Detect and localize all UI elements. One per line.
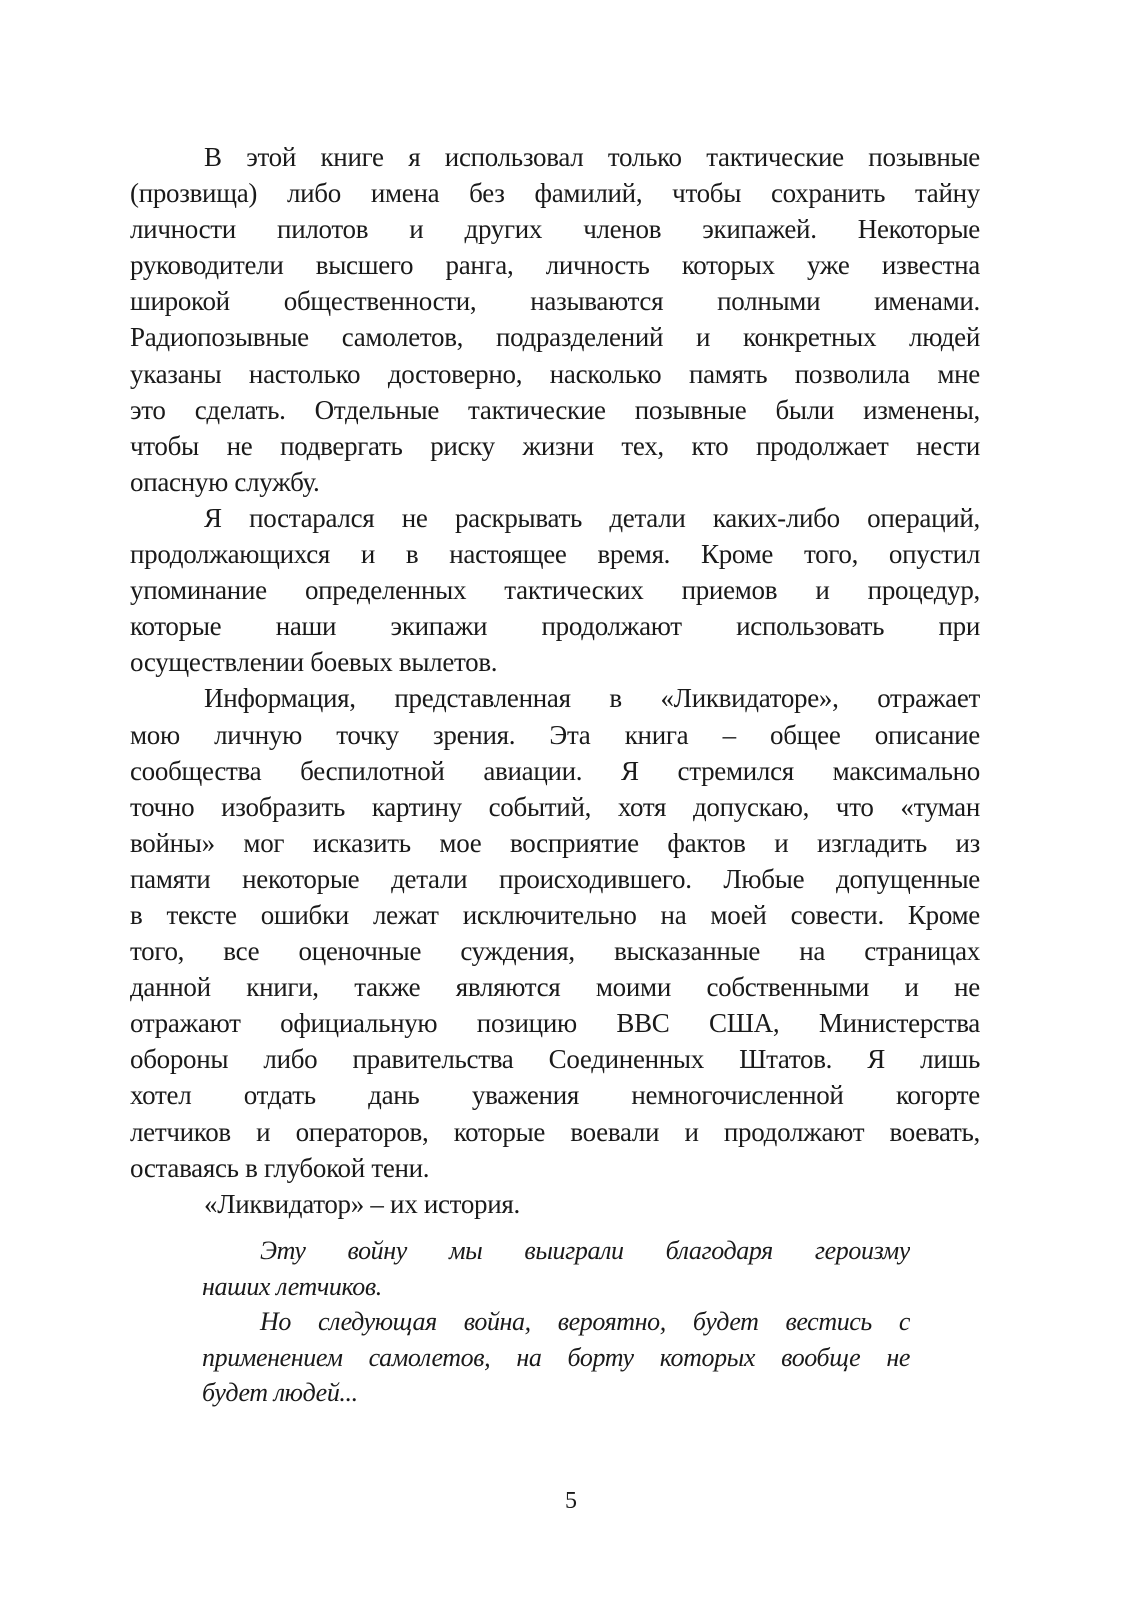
text-line: летчиков и операторов, которые воевали и продолжают воевать, (130, 1116, 980, 1147)
text-line: войны» мог исказить мое восприятие фактов и изгладить из (130, 827, 980, 858)
text-line: отражают официальную позицию ВВС США, Министерства (130, 1008, 980, 1039)
text-line: памяти некоторые детали происходившего. Любые допущенные (130, 863, 980, 894)
paragraph-closing (130, 1186, 980, 1222)
text-line: чтобы не подвергать риску жизни тех, кто продолжает нести (130, 430, 980, 461)
text-line: широкой общественности, называются полными именами. (130, 286, 980, 317)
text-line: хотел отдать дань уважения немногочисленной когорте (130, 1080, 980, 1111)
epigraph-line: применением самолетов, на борту которых вообще не (202, 1342, 910, 1372)
epigraph-line: наших летчиков. (202, 1271, 382, 1301)
text-line: которые наши экипажи продолжают использовать при (130, 611, 980, 642)
text-line: Радиопозывные самолетов, подразделений и конкретных людей (130, 322, 980, 353)
text-line: оставаясь в глубокой тени. (130, 1152, 430, 1183)
text-line: точно изобразить картину событий, хотя допускаю, что «туман (130, 791, 980, 822)
epigraph-line: Эту войну мы выиграли благодаря героизму (260, 1236, 910, 1265)
text-line: это сделать. Отдельные тактические позывные были изменены, (130, 394, 980, 425)
epigraph-quote (202, 1233, 910, 1411)
text-line: Я постарался не раскрывать детали каких-либо операций, (204, 502, 980, 533)
epigraph-line: будет людей... (202, 1378, 358, 1407)
text-line: в тексте ошибки лежат исключительно на моей совести. Кроме (130, 899, 980, 930)
paragraph-callsigns (130, 139, 980, 500)
body-text (130, 139, 980, 1222)
paragraph-disclaimer (130, 680, 980, 1185)
text-line: обороны либо правительства Соединенных Штатов. Я лишь (130, 1044, 980, 1075)
text-line: данной книги, также являются моими собственными и не (130, 972, 980, 1003)
text-line: Информация, представленная в «Ликвидаторе», отражает (204, 683, 980, 714)
epigraph-line: Но следующая война, вероятно, будет вестись с (260, 1307, 910, 1336)
paragraph-operations (130, 500, 980, 680)
text-line: «Ликвидатор» – их история. (204, 1188, 520, 1219)
text-line: руководители высшего ранга, личность которых уже известна (130, 250, 980, 281)
epigraph-paragraph (202, 1233, 910, 1304)
text-line: осуществлении боевых вылетов. (130, 647, 498, 678)
text-line: В этой книге я использовал только тактические позывные (204, 142, 980, 172)
text-line: мою личную точку зрения. Эта книга – общее описание (130, 719, 980, 750)
text-line: того, все оценочные суждения, высказанные на страницах (130, 936, 980, 967)
text-line: личности пилотов и других членов экипажей. Некоторые (130, 214, 980, 245)
text-line: продолжающихся и в настоящее время. Кроме того, опустил (130, 539, 980, 570)
text-line: указаны настолько достоверно, насколько память позволила мне (130, 358, 980, 389)
text-line: (прозвища) либо имена без фамилий, чтобы сохранить тайну (130, 178, 980, 209)
text-line: упоминание определенных тактических приемов и процедур, (130, 575, 980, 606)
page-number: 5 (565, 1488, 577, 1514)
epigraph-paragraph (202, 1304, 910, 1411)
text-line: сообщества беспилотной авиации. Я стремился максимально (130, 755, 980, 786)
text-line: опасную службу. (130, 466, 320, 497)
